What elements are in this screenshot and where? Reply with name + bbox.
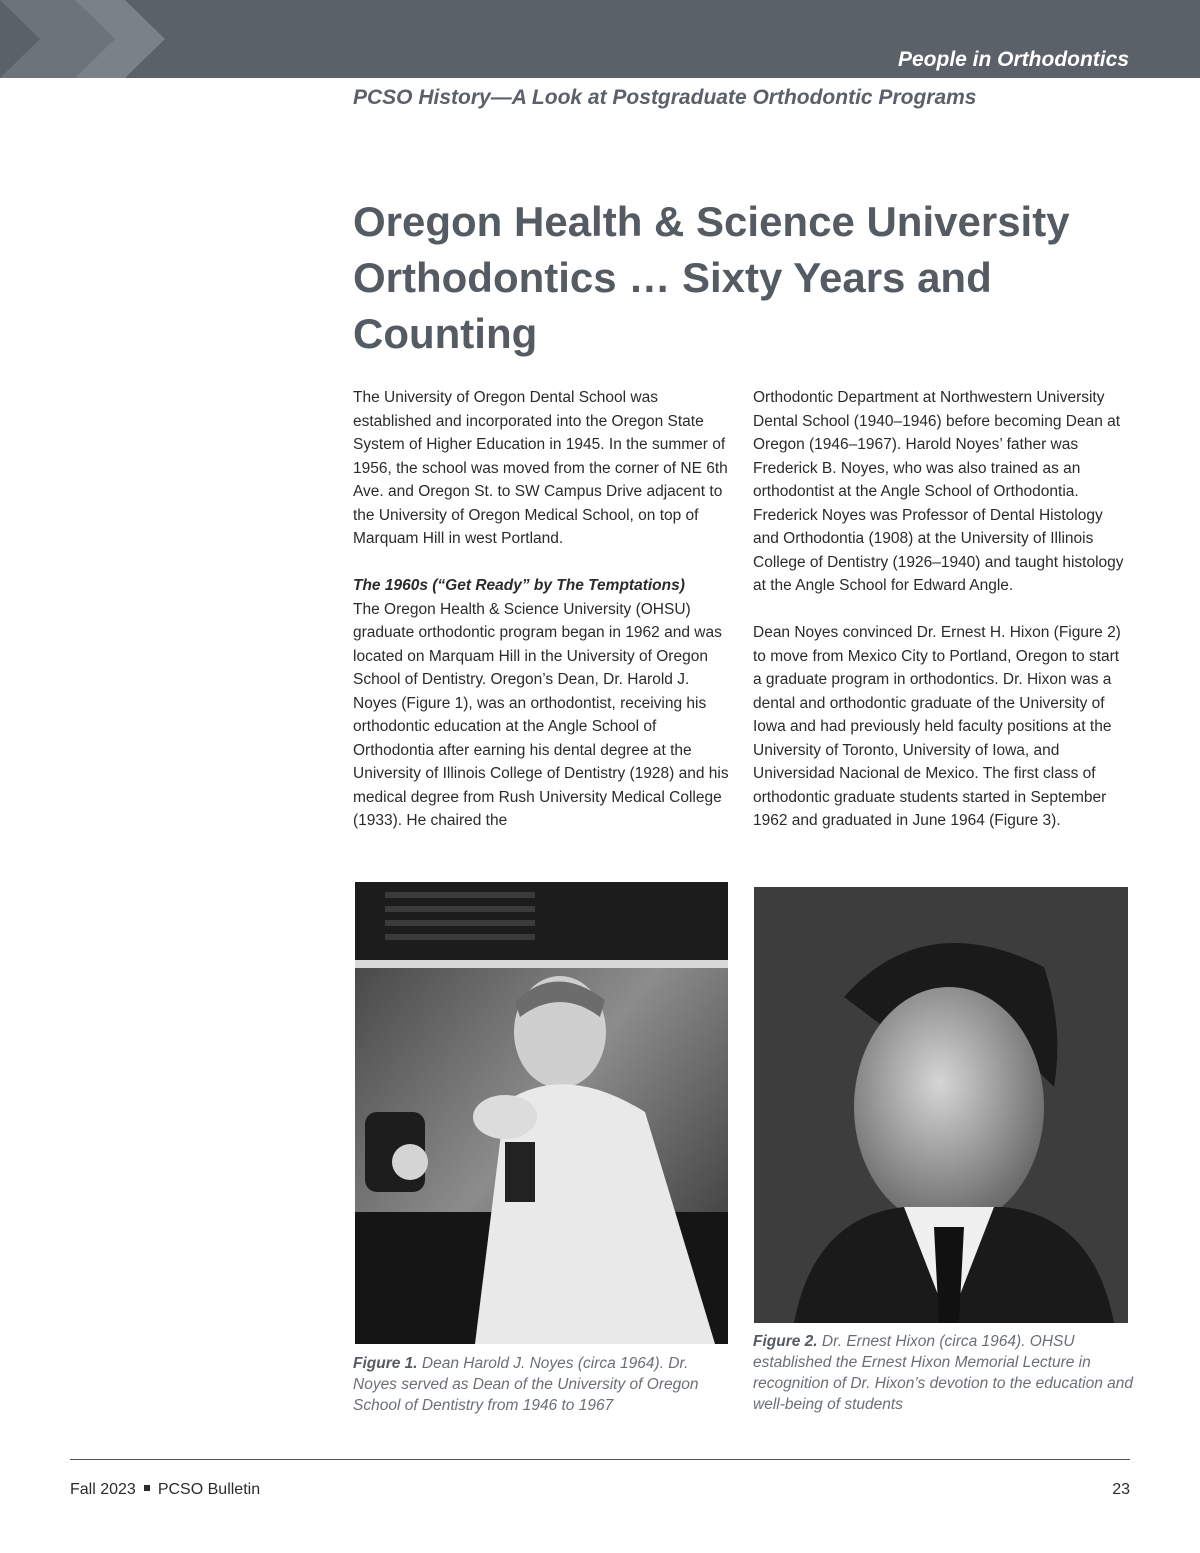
figure-2-photo <box>754 887 1128 1323</box>
footer-divider <box>70 1459 1130 1460</box>
figure-label: Figure 2. <box>753 1333 818 1350</box>
paragraph: Orthodontic Department at Northwestern University Dental School (1940–1946) before becoming Dean at Oregon (1946–1967). Harold Noyes’ father was Frederick B. Noyes, who was also trained as an orthodontist at the Angle School of Orthodontia. Frederick Noyes was Professor of Dental Histology and Orthodontia (1908) at the University of Illinois College of Dentistry (1926–1940) and taught histology at the Angle School for Edward Angle. <box>753 389 1124 594</box>
left-column <box>353 386 729 833</box>
figure-label: Figure 1. <box>353 1355 418 1372</box>
section-label: People in Orthodontics <box>897 48 1129 71</box>
paragraph-text: The Oregon Health & Science University (OHSU) graduate orthodontic program began in 1962 and was located on Marquam Hill in the University of Oregon School of Dentistry. Oregon’s Dean, Dr. Harold J. Noyes (Figure 1), was an orthodontist, receiving his orthodontic education at the Angle School of Orthodontia after earning his dental degree at the University of Illinois College of Dentistry (1928) and his medical degree from Rush University Medical College (1933). He chaired the <box>353 600 729 829</box>
publication-name: PCSO Bulletin <box>157 1481 261 1498</box>
caption-text: Dean Harold J. Noyes (circa 1964). Dr. Noyes served as Dean of the University of Oregon School of Dentistry from 1946 to 1967 <box>353 1355 699 1414</box>
article-title: Oregon Health & Science University Orthodontics … Sixty Years and Counting <box>353 198 1070 357</box>
figure-2-caption <box>753 1331 1133 1415</box>
section-subhead: The 1960s (“Get Ready” by The Temptations) <box>353 577 685 594</box>
header-bar <box>0 0 1200 78</box>
figure-1-photo <box>355 882 728 1344</box>
caption-text: Dr. Ernest Hixon (circa 1964). OHSU established the Ernest Hixon Memorial Lecture in recognition of Dr. Hixon’s devotion to the education and well-being of students <box>753 1333 1133 1413</box>
paragraph: The University of Oregon Dental School was established and incorporated into the Oregon State System of Higher Education in 1945. In the summer of 1956, the school was moved from the corner of NE 6th Ave. and Oregon St. to SW Campus Drive adjacent to the University of Oregon Medical School, on top of Marquam Hill in west Portland. <box>353 389 728 547</box>
footer-issue <box>70 1481 260 1499</box>
bullet-separator-icon <box>144 1485 150 1491</box>
page-number: 23 <box>1112 1481 1130 1498</box>
chevron-arrows-icon <box>0 0 200 78</box>
issue-date: Fall 2023 <box>70 1481 136 1498</box>
paragraph <box>353 574 729 833</box>
right-column <box>753 386 1129 856</box>
paragraph: Dean Noyes convinced Dr. Ernest H. Hixon (Figure 2) to move from Mexico City to Portland, Oregon to start a graduate program in orthodontics. Dr. Hixon was a dental and orthodontic graduate of the University of Iowa and had previously held faculty positions at the University of Toronto, University of Iowa, and Universidad Nacional de Mexico. The first class of orthodontic graduate students started in September 1962 and graduated in June 1964 (Figure 3). <box>753 624 1121 829</box>
figure-1-caption <box>353 1353 733 1416</box>
series-title: PCSO History—A Look at Postgraduate Orthodontic Programs <box>353 86 977 109</box>
